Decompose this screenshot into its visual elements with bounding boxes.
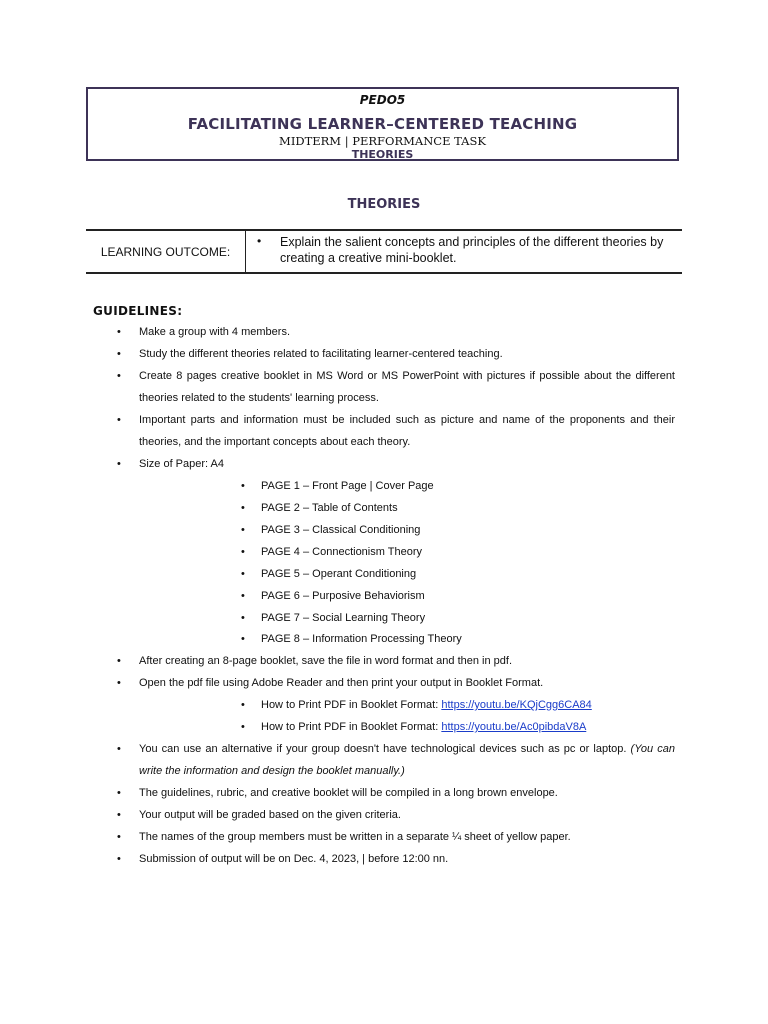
guidelines-heading: GUIDELINES: — [93, 304, 183, 318]
bullet-icon: • — [257, 234, 262, 248]
alternative-text: You can use an alternative if your group doesn't have technological devices such as pc or laptop. — [139, 743, 631, 755]
list-item: • Create 8 pages creative booklet in MS Word or MS PowerPoint with pictures if possible about the different theories related to the students' learning process. — [139, 365, 675, 409]
link-list-item — [261, 694, 681, 716]
list-item: • Submission of output will be on Dec. 4, 2023, | before 12:00 nn. — [139, 848, 675, 870]
list-item — [139, 738, 675, 782]
list-item: • The names of the group members must be written in a separate ¼ sheet of yellow paper. — [139, 826, 675, 848]
list-item: • Make a group with 4 members. — [139, 321, 675, 343]
link-label: How to Print PDF in Booklet Format: — [261, 721, 442, 733]
alternative-note: (You can write the information and design the booklet manually.) — [139, 743, 675, 777]
list-item: • Your output will be graded based on the given criteria. — [139, 804, 675, 826]
document-header — [86, 87, 679, 161]
list-item: • Important parts and information must be included such as picture and name of the proponents and their theories, and the important concepts about each theory. — [139, 409, 675, 453]
task-topic: THEORIES — [351, 148, 414, 161]
list-item: • The guidelines, rubric, and creative booklet will be compiled in a long brown envelope. — [139, 782, 675, 804]
list-item: • Size of Paper: A4 — [139, 453, 675, 475]
link-label: How to Print PDF in Booklet Format: — [261, 699, 442, 711]
youtube-link[interactable]: https://youtu.be/Ac0pibdaV8A — [441, 721, 587, 733]
list-item: • After creating an 8-page booklet, save the file in word format and then in pdf. — [139, 650, 675, 672]
page-list-item: • PAGE 1 – Front Page | Cover Page — [261, 475, 681, 497]
page-list-item: • PAGE 5 – Operant Conditioning — [261, 563, 681, 585]
course-code: PEDO5 — [359, 93, 406, 107]
task-subtitle: MIDTERM | PERFORMANCE TASK — [279, 134, 486, 148]
section-title: THEORIES — [347, 197, 421, 212]
learning-outcome-text: Explain the salient concepts and principles of the different theories by creating a creative mini-booklet. — [280, 235, 664, 265]
learning-outcome-label: LEARNING OUTCOME: — [100, 245, 231, 259]
youtube-link[interactable]: https://youtu.be/KQjCgg6CA84 — [441, 699, 592, 711]
course-title: FACILITATING LEARNER–CENTERED TEACHING — [187, 115, 578, 133]
page-list-item: • PAGE 8 – Information Processing Theory — [261, 628, 681, 650]
page-list-item: • PAGE 3 – Classical Conditioning — [261, 519, 681, 541]
learning-outcome-table — [86, 229, 682, 274]
page-list-item: • PAGE 7 – Social Learning Theory — [261, 607, 681, 629]
table-divider — [245, 231, 246, 272]
list-item: • Study the different theories related to facilitating learner-centered teaching. — [139, 343, 675, 365]
page-list-item: • PAGE 4 – Connectionism Theory — [261, 541, 681, 563]
page-list-item: • PAGE 6 – Purposive Behaviorism — [261, 585, 681, 607]
page-list-item: • PAGE 2 – Table of Contents — [261, 497, 681, 519]
link-list-item — [261, 716, 681, 738]
list-item: • Open the pdf file using Adobe Reader and then print your output in Booklet Format. — [139, 672, 675, 694]
